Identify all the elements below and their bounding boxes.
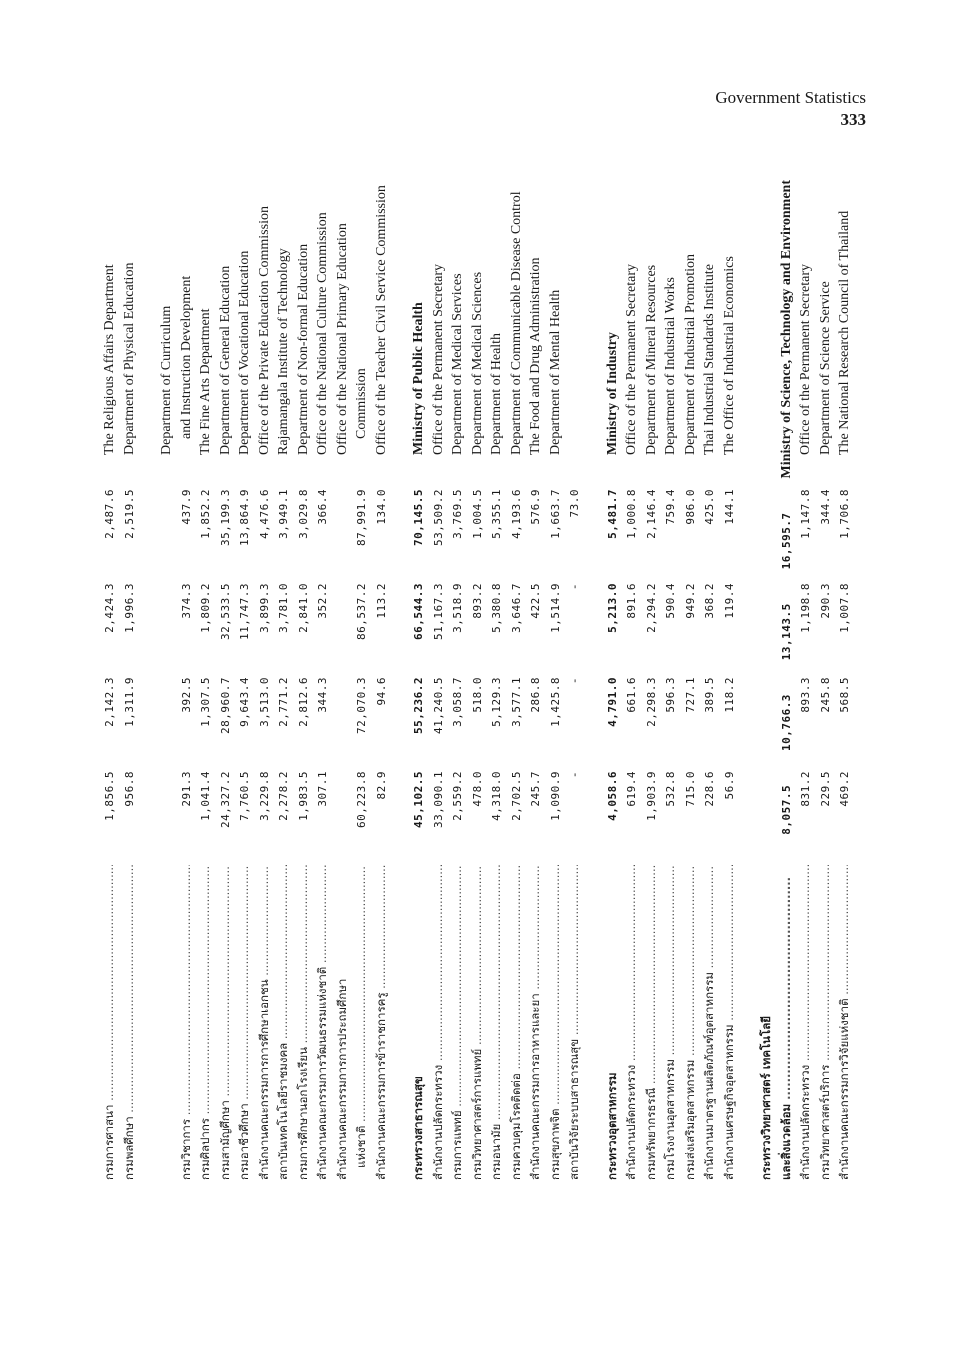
table-row	[757, 180, 777, 1180]
table-row	[622, 180, 642, 1180]
english-agency-name: Department of Science Service	[817, 281, 833, 455]
table-row	[565, 180, 585, 1180]
thai-agency-name: กรมการศึกษานอกโรงเรียน .....	[294, 865, 314, 1180]
budget-value: 1,090.9	[548, 771, 562, 821]
budget-value: 66,544.3	[412, 583, 425, 640]
budget-value: 590.4	[664, 583, 677, 619]
budget-value: 2,487.6	[103, 489, 116, 539]
budget-value: 1,856.5	[103, 771, 116, 821]
table-row	[777, 180, 797, 1180]
thai-agency-name: กรมวิทยาศาสตร์บริการ .....	[816, 865, 836, 1180]
budget-value: 1,903.9	[644, 771, 658, 821]
english-agency-name: The National Research Council of Thailand	[837, 210, 852, 455]
budget-value: 290.3	[818, 583, 832, 619]
table-group	[100, 180, 139, 1180]
budget-value: 56.9	[722, 771, 736, 800]
budget-value: 5,213.0	[605, 583, 619, 633]
budget-value: 1,852.2	[199, 489, 212, 539]
table-row	[372, 180, 392, 1180]
english-agency-name: Department of Industrial Works	[663, 277, 678, 455]
thai-agency-name: และสิ่งแวดล้อม .....	[777, 876, 797, 1180]
running-header-title: Government Statistics	[715, 88, 866, 107]
budget-value: 2,294.2	[644, 583, 658, 633]
budget-value: 2,841.0	[296, 583, 310, 633]
table-row	[294, 180, 314, 1180]
english-agency-name: Department of Mineral Resources	[643, 264, 659, 455]
english-agency-name: Department of Medical Sciences	[469, 271, 485, 455]
english-agency-name: Department of Non-formal Education	[295, 243, 311, 455]
table-row	[468, 180, 488, 1180]
budget-value: 596.3	[664, 677, 677, 713]
budget-value: 3,229.8	[257, 771, 271, 821]
budget-value: 45,102.5	[412, 771, 425, 828]
table-row	[796, 180, 816, 1180]
budget-value: 2,812.6	[296, 677, 310, 727]
budget-value: 55,236.2	[412, 677, 425, 734]
thai-agency-name: กระทรวงอุตสาหกรรม	[604, 1072, 619, 1180]
english-agency-name: Office of the Permanent Secretary	[430, 264, 446, 455]
english-agency-name: The Office of Industrial Economics	[721, 256, 737, 455]
budget-value: 715.0	[683, 771, 697, 807]
thai-agency-name: สำนักงานปลัดกระทรวง .....	[429, 865, 449, 1180]
thai-agency-name: กรมทรัพยากรธรณี .....	[642, 865, 662, 1180]
thai-agency-name: กรมโรงงานอุตสาหกรรม .....	[661, 865, 681, 1180]
budget-value: 344.4	[818, 489, 832, 525]
table-row	[661, 180, 681, 1180]
budget-value: 286.8	[529, 677, 542, 713]
thai-agency-name: สำนักงานคณะกรรมการข้าราชการครู .....	[372, 865, 392, 1180]
budget-value: 2,424.3	[103, 583, 116, 633]
table-row	[196, 180, 216, 1180]
budget-value: 94.6	[374, 677, 388, 706]
table-row	[255, 180, 275, 1180]
budget-value: 4,318.0	[490, 771, 503, 821]
thai-agency-name: สำนักงานคณะกรรมการการประถมศึกษา	[334, 978, 349, 1180]
english-agency-name: Thai Industrial Standards Institute	[702, 264, 717, 455]
table-group	[157, 180, 391, 1180]
table-row	[409, 180, 429, 1180]
budget-value: 893.2	[470, 583, 484, 619]
budget-value: 4,791.0	[605, 677, 619, 727]
budget-value: 73.0	[568, 489, 581, 518]
budget-value: 87,991.9	[355, 489, 368, 546]
budget-value: 5,380.8	[490, 583, 503, 633]
english-agency-name: Department of General Education	[217, 265, 233, 455]
table-row	[700, 180, 720, 1180]
english-agency-name: Department of Health	[489, 332, 504, 455]
budget-value: 3,899.3	[257, 583, 271, 633]
thai-agency-name: กรมวิชาการ .....	[177, 865, 197, 1180]
table-row	[603, 180, 623, 1180]
budget-value: 28,960.7	[218, 677, 232, 734]
budget-value: 1,311.9	[122, 677, 136, 727]
budget-value: 727.1	[683, 677, 697, 713]
budget-value: 51,167.3	[431, 583, 445, 640]
english-agency-name: Rajamangala Institute of Technology	[276, 248, 291, 455]
table-row	[157, 180, 177, 1180]
budget-value: 2,142.3	[103, 677, 116, 727]
budget-value: 422.5	[529, 583, 542, 619]
table-group	[603, 180, 740, 1180]
budget-value: 10,766.3	[779, 694, 793, 752]
thai-agency-name: สถาบันวิจัยระบบสาธารณสุข .....	[565, 865, 585, 1180]
budget-value: 291.3	[179, 771, 193, 807]
budget-table	[100, 180, 870, 1180]
budget-value: 661.6	[625, 677, 638, 713]
budget-value: 532.8	[664, 771, 677, 807]
table-row	[352, 180, 372, 1180]
english-agency-name: Department of Communicable Disease Control	[508, 191, 524, 455]
table-row	[526, 180, 546, 1180]
thai-agency-name: สำนักงานคณะกรรมการวิจัยแห่งชาติ .....	[835, 865, 855, 1180]
thai-agency-name: กรมสุขภาพจิต .....	[546, 865, 566, 1180]
budget-value: 352.2	[316, 583, 329, 619]
page-number: 333	[840, 110, 866, 129]
budget-value: 119.4	[722, 583, 736, 619]
thai-agency-name: กรมควบคุมโรคติดต่อ .....	[507, 865, 527, 1180]
budget-value: 425.0	[703, 489, 716, 525]
english-agency-name: Ministry of Public Health	[411, 302, 426, 455]
english-agency-name: The Fine Arts Department	[198, 308, 213, 455]
table-row	[216, 180, 236, 1180]
budget-value: 956.8	[122, 771, 136, 807]
budget-value: 118.2	[722, 677, 736, 713]
budget-value: 9,643.4	[238, 677, 251, 727]
budget-value: 16,595.7	[779, 512, 793, 570]
thai-agency-name: กรมอนามัย .....	[487, 865, 507, 1180]
budget-value: 3,949.1	[277, 489, 290, 539]
table-row	[681, 180, 701, 1180]
budget-value: 3,781.0	[277, 583, 290, 633]
budget-value: 3,513.0	[257, 677, 271, 727]
table-row	[507, 180, 527, 1180]
budget-value: 1,307.5	[199, 677, 212, 727]
english-agency-name: Ministry of Industry	[604, 332, 620, 455]
budget-value: 5,481.7	[605, 489, 619, 539]
budget-value: 366.4	[316, 489, 329, 525]
table-group	[409, 180, 585, 1180]
english-agency-name: Office of the Permanent Secretary	[624, 264, 639, 455]
english-agency-name: Office of the National Culture Commission	[315, 212, 330, 455]
budget-value: 759.4	[664, 489, 677, 525]
budget-value: 478.0	[470, 771, 484, 807]
budget-value: 32,533.5	[218, 583, 232, 640]
budget-value: 2,298.3	[644, 677, 658, 727]
english-agency-name: The Food and Drug Administration	[528, 257, 543, 455]
table-row	[177, 180, 197, 1180]
budget-value: 8,057.5	[779, 784, 793, 835]
table-row	[546, 180, 566, 1180]
budget-value: 344.3	[316, 677, 329, 713]
budget-value: 469.2	[838, 771, 851, 807]
budget-value: 986.0	[683, 489, 697, 525]
budget-value: 245.7	[529, 771, 542, 807]
budget-value: 11,747.3	[238, 583, 251, 640]
table-row	[120, 180, 140, 1180]
english-agency-name: Office of the National Primary Education	[334, 223, 350, 455]
table-group	[757, 180, 855, 1180]
budget-value: 3,058.7	[451, 677, 464, 727]
thai-agency-name: สำนักงานคณะกรรมการอาหารและยา .....	[526, 865, 546, 1180]
english-agency-name: and Instruction Development	[178, 275, 194, 439]
budget-value: 113.2	[374, 583, 388, 619]
budget-value: 568.5	[838, 677, 851, 713]
budget-value: 35,199.3	[218, 489, 232, 546]
budget-value: 5,129.3	[490, 677, 503, 727]
table-row	[816, 180, 836, 1180]
table-row	[720, 180, 740, 1180]
english-agency-name: Department of Industrial Promotion	[682, 253, 698, 455]
budget-value: 1,983.5	[296, 771, 310, 821]
thai-agency-name: กรมอาชีวศึกษา .....	[235, 865, 255, 1180]
budget-value: 891.6	[625, 583, 638, 619]
table-row	[274, 180, 294, 1180]
budget-value: 1,198.8	[799, 583, 812, 633]
english-agency-name: Department of Medical Services	[450, 273, 465, 455]
budget-value: 949.2	[683, 583, 697, 619]
english-agency-name: Office of the Teacher Civil Service Commission	[373, 185, 389, 455]
thai-agency-name: กระทรวงวิทยาศาสตร์ เทคโนโลยี	[759, 1015, 773, 1180]
table-row	[333, 180, 353, 1180]
budget-value: 1,000.8	[625, 489, 638, 539]
thai-agency-name: กรมพลศึกษา .....	[120, 865, 140, 1180]
budget-value: 389.5	[703, 677, 716, 713]
budget-value: 1,809.2	[199, 583, 212, 633]
thai-agency-name: กระทรวงสาธารณสุข	[411, 1076, 425, 1180]
thai-agency-name: กรมการแพทย์ .....	[448, 865, 468, 1180]
budget-value: 2,519.5	[122, 489, 136, 539]
budget-value: 893.3	[799, 677, 812, 713]
budget-value: 4,193.6	[509, 489, 523, 539]
budget-value: 619.4	[625, 771, 638, 807]
budget-value: 374.3	[179, 583, 193, 619]
budget-value: -	[568, 677, 581, 685]
thai-agency-name: สำนักงานคณะกรรมการวัฒนธรรมแห่งชาติ .....	[313, 865, 333, 1180]
budget-value: 229.5	[818, 771, 832, 807]
thai-agency-name: สถาบันเทคโนโลยีราชมงคล .....	[274, 865, 294, 1180]
budget-value: 2,702.5	[509, 771, 523, 821]
budget-value: 3,577.1	[509, 677, 523, 727]
table-row	[487, 180, 507, 1180]
table-row	[448, 180, 468, 1180]
english-agency-name: Department of Curriculum	[159, 305, 174, 455]
budget-value: 228.6	[703, 771, 716, 807]
budget-value: 1,147.8	[799, 489, 812, 539]
budget-value: 518.0	[470, 677, 484, 713]
thai-agency-name: กรมวิทยาศาสตร์การแพทย์ .....	[468, 865, 488, 1180]
english-agency-name: Department of Physical Education	[121, 262, 137, 455]
thai-agency-name: แห่งชาติ .....	[352, 865, 372, 1180]
budget-value: 1,004.5	[470, 489, 484, 539]
table-row	[100, 180, 120, 1180]
budget-value: 1,706.8	[838, 489, 851, 539]
budget-value: 134.0	[374, 489, 388, 525]
table-row	[429, 180, 449, 1180]
budget-value: 576.9	[529, 489, 542, 525]
english-agency-name: The Religious Affairs Department	[102, 264, 117, 455]
budget-value: 392.5	[179, 677, 193, 713]
budget-value: 307.1	[316, 771, 329, 807]
budget-value: 60,223.8	[355, 771, 368, 828]
thai-agency-name: สำนักงานคณะกรรมการการศึกษาเอกชน .....	[255, 865, 275, 1180]
budget-value: 86,537.2	[355, 583, 368, 640]
budget-value: 4,058.6	[605, 771, 619, 821]
budget-value: 1,425.8	[548, 677, 562, 727]
budget-value: -	[568, 771, 581, 779]
budget-value: -	[568, 583, 581, 591]
thai-agency-name: กรมศิลปากร .....	[196, 865, 216, 1180]
thai-agency-name: กรมการศาสนา .....	[100, 865, 120, 1180]
thai-agency-name: สำนักงานมาตรฐานผลิตภัณฑ์อุตสาหกรรม .....	[700, 865, 720, 1180]
table-row	[642, 180, 662, 1180]
budget-value: 245.8	[818, 677, 832, 713]
budget-value: 82.9	[374, 771, 388, 800]
budget-value: 2,278.2	[277, 771, 290, 821]
thai-agency-name: สำนักงานปลัดกระทรวง .....	[796, 865, 816, 1180]
budget-value: 4,476.6	[257, 489, 271, 539]
budget-value: 437.9	[179, 489, 193, 525]
budget-value: 3,029.8	[296, 489, 310, 539]
budget-value: 2,559.2	[451, 771, 464, 821]
budget-value: 1,663.7	[548, 489, 562, 539]
thai-agency-name: กรมส่งเสริมอุตสาหกรรม .....	[681, 865, 701, 1180]
budget-value: 70,145.5	[412, 489, 425, 546]
english-agency-name: Department of Vocational Education	[237, 250, 252, 455]
budget-value: 1,514.9	[548, 583, 562, 633]
budget-value: 41,240.5	[431, 677, 445, 734]
budget-value: 33,090.1	[431, 771, 445, 828]
english-agency-name: Ministry of Science, Technology and Environment	[778, 180, 794, 479]
english-agency-name: Department of Mental Health	[547, 289, 563, 455]
english-agency-name: Office of the Permanent Secretary	[798, 264, 813, 455]
thai-agency-name: สำนักงานปลัดกระทรวง .....	[622, 865, 642, 1180]
budget-value: 3,769.5	[451, 489, 464, 539]
english-agency-name: Office of the Private Education Commission	[256, 206, 272, 455]
thai-agency-name: กรมสามัญศึกษา .....	[216, 865, 236, 1180]
budget-value: 144.1	[722, 489, 736, 525]
budget-value: 1,996.3	[122, 583, 136, 633]
table-row	[313, 180, 333, 1180]
budget-value: 2,771.2	[277, 677, 290, 727]
budget-value: 7,760.5	[238, 771, 251, 821]
budget-value: 368.2	[703, 583, 716, 619]
budget-value: 2,146.4	[644, 489, 658, 539]
budget-value: 3,518.9	[451, 583, 464, 633]
budget-value: 5,355.1	[490, 489, 503, 539]
budget-value: 1,007.8	[838, 583, 851, 633]
budget-value: 13,143.5	[779, 603, 793, 661]
english-agency-name: Commission	[354, 368, 369, 439]
budget-value: 3,646.7	[509, 583, 523, 633]
budget-value: 831.2	[799, 771, 812, 807]
table-row	[235, 180, 255, 1180]
table-row	[835, 180, 855, 1180]
budget-value: 53,509.2	[431, 489, 445, 546]
thai-agency-name: สำนักงานเศรษฐกิจอุตสาหกรรม .....	[720, 865, 740, 1180]
budget-value: 24,327.2	[218, 771, 232, 828]
budget-value: 13,864.9	[238, 489, 251, 546]
budget-value: 1,041.4	[199, 771, 212, 821]
budget-value: 72,070.3	[355, 677, 368, 734]
